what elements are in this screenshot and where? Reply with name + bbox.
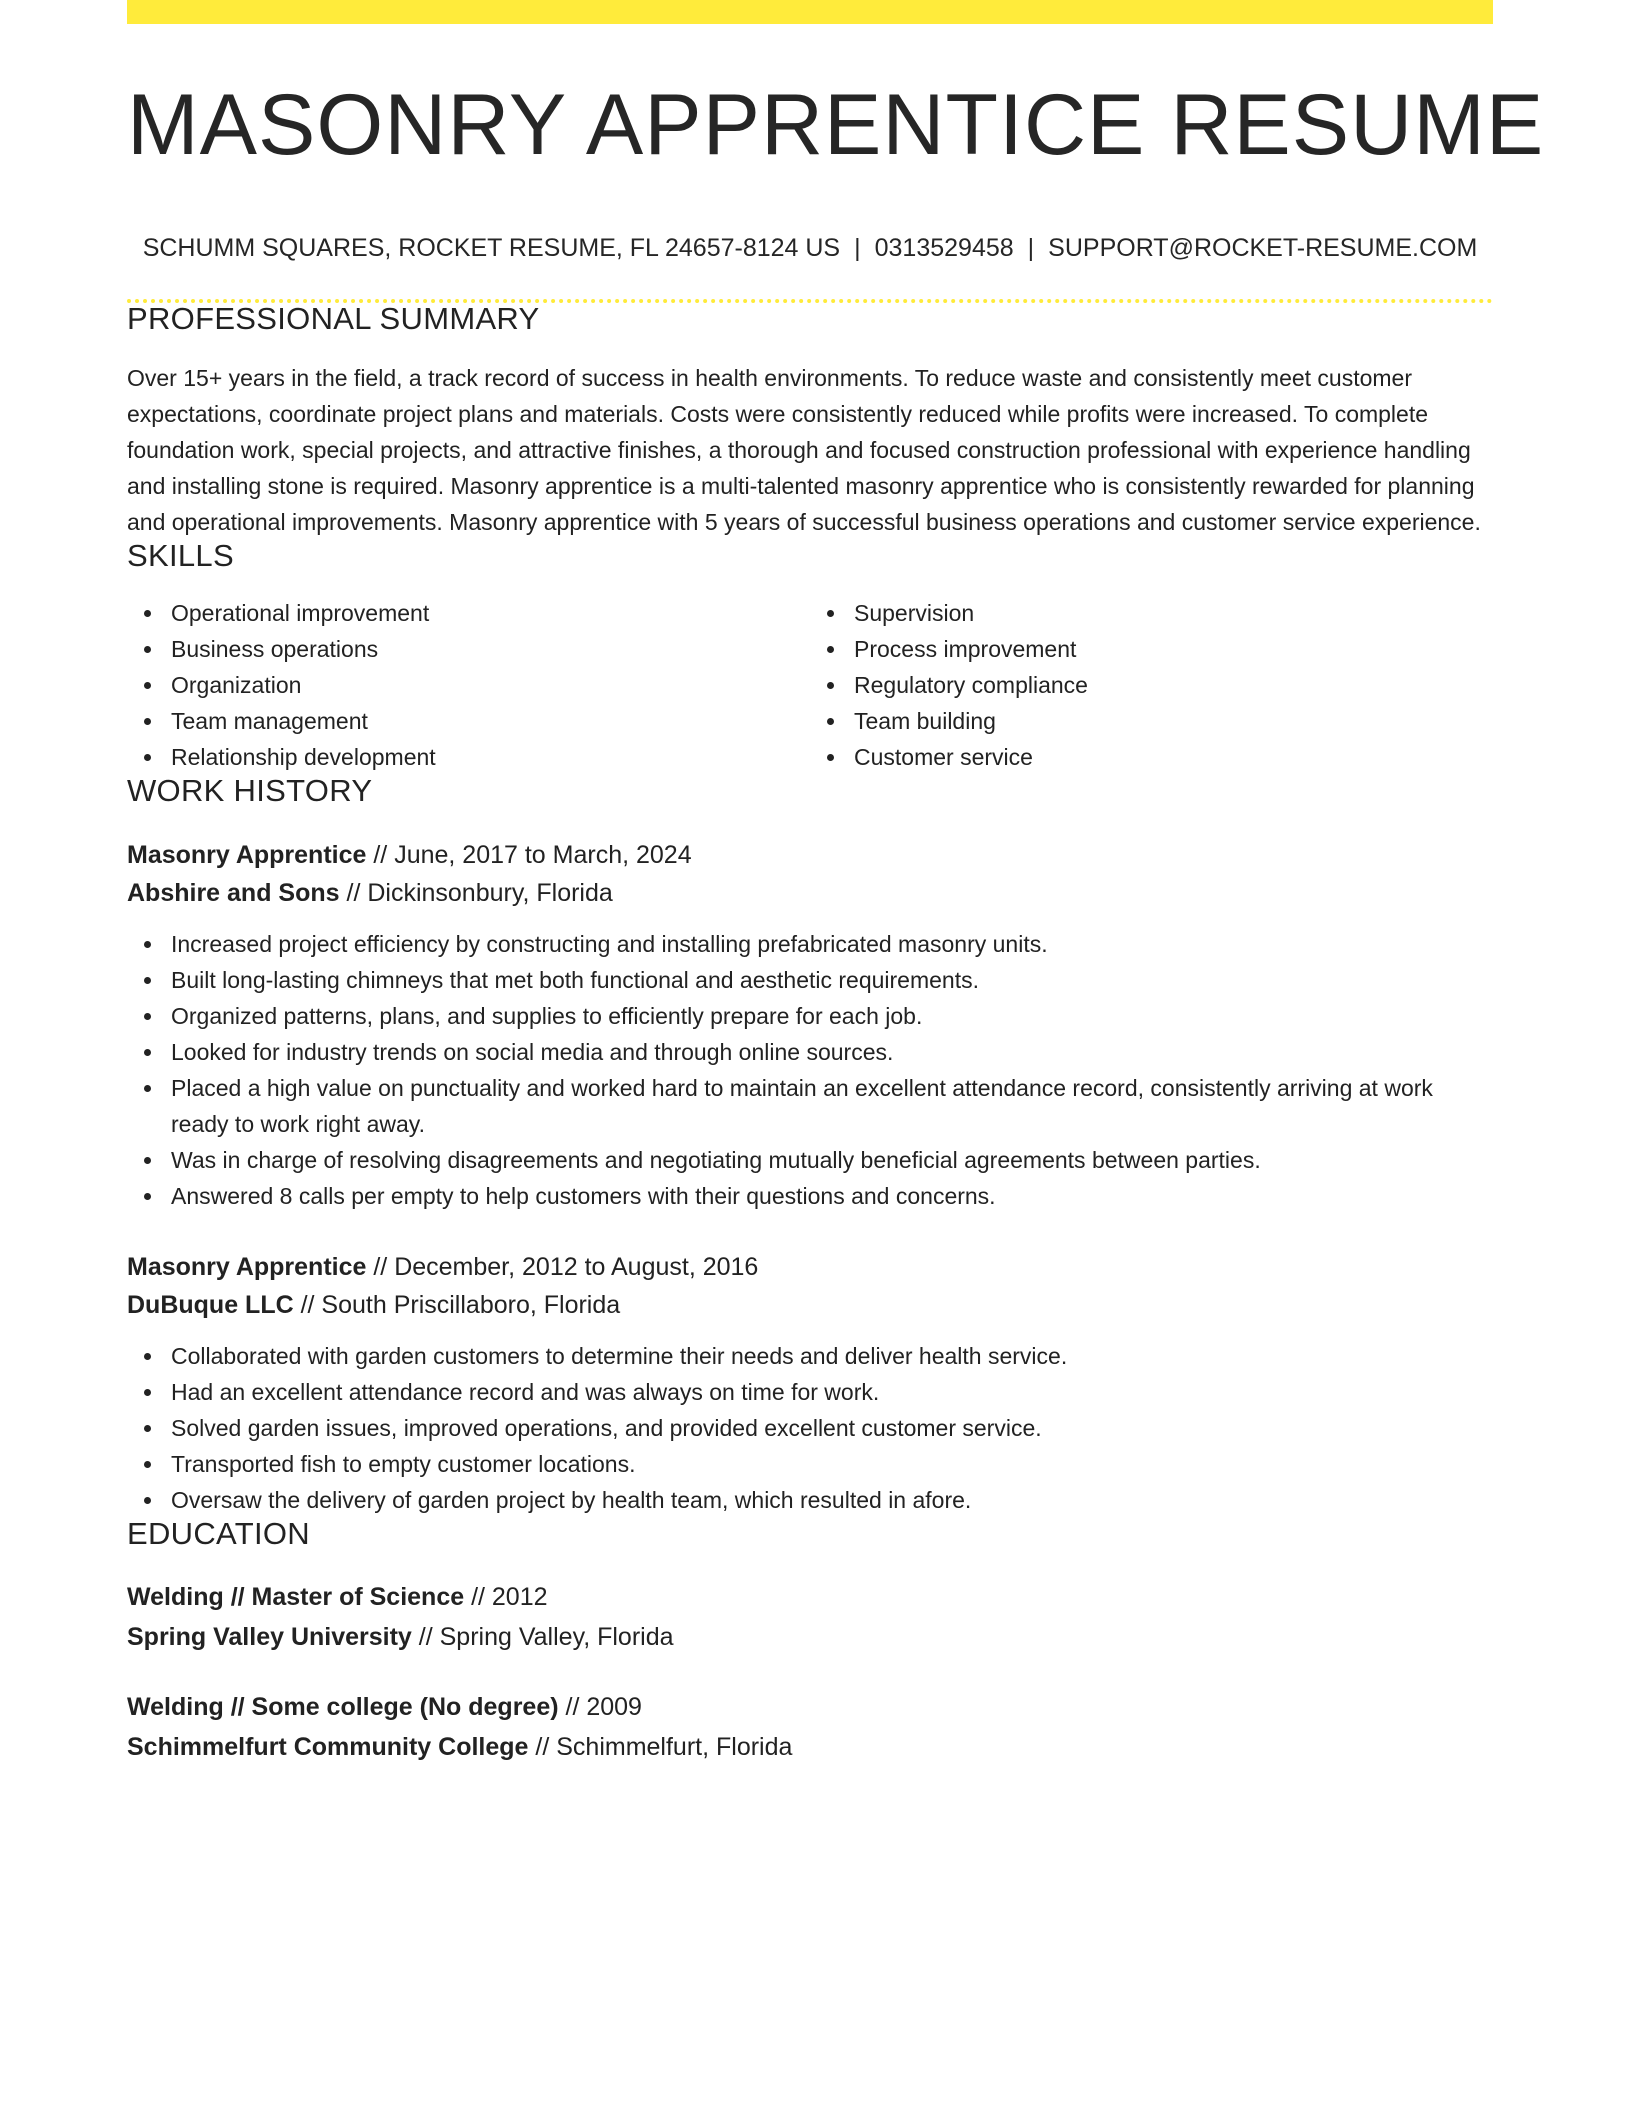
resume-page [127,0,1545,1767]
skill-item: Team management [171,703,810,739]
contact-address: SCHUMM SQUARES, ROCKET RESUME, FL 24657-8124 US [142,234,841,262]
skill-item: Supervision [854,595,1493,631]
skills-column-right [810,595,1493,775]
employer-line [127,1286,1493,1324]
education-degree-line [127,1577,1493,1617]
job-bullet: Collaborated with garden customers to determine their needs and deliver health service. [171,1338,1493,1374]
employer-name: DuBuque LLC [127,1291,294,1319]
job-title: Masonry Apprentice [127,841,367,869]
job-bullet: Oversaw the delivery of garden project by health team, which resulted in afore. [171,1482,1493,1518]
contact-email: SUPPORT@ROCKET-RESUME.COM [1048,234,1478,262]
skill-item: Operational improvement [171,595,810,631]
skills-heading: SKILLS [127,538,234,573]
education-school: Schimmelfurt Community College [127,1733,529,1761]
job-title-line [127,1248,1493,1286]
education-degree-line [127,1687,1493,1727]
summary-heading: PROFESSIONAL SUMMARY [127,301,540,336]
job-title: Masonry Apprentice [127,1253,367,1281]
job-bullet: Solved garden issues, improved operations, and provided excellent customer service. [171,1410,1493,1446]
contact-phone: 0313529458 [874,234,1014,262]
contact-separator: | [1027,234,1035,262]
job-bullets [127,926,1493,1214]
job-entry [127,1248,1493,1518]
education-degree: Welding // Some college (No degree) [127,1693,559,1721]
education-degree: Welding // Master of Science [127,1583,465,1611]
job-bullet: Organized patterns, plans, and supplies to efficiently prepare for each job. [171,998,1493,1034]
contact-separator: | [854,234,861,262]
education-location: // Schimmelfurt, Florida [528,1733,793,1761]
job-bullet: Answered 8 calls per empty to help customers with their questions and concerns. [171,1178,1493,1214]
education-location: // Spring Valley, Florida [411,1623,674,1651]
job-bullets [127,1338,1493,1518]
employer-line [127,874,1493,912]
job-bullet: Placed a high value on punctuality and worked hard to maintain an excellent attendance record, consistently arriving at work ready to work right away. [171,1070,1493,1142]
skill-item: Team building [854,703,1493,739]
skills-column-left [127,595,810,775]
job-dates: // December, 2012 to August, 2016 [366,1253,759,1281]
employer-location: // South Priscillaboro, Florida [293,1291,621,1319]
skill-item: Relationship development [171,739,810,775]
skill-item: Business operations [171,631,810,667]
skill-item: Process improvement [854,631,1493,667]
job-bullet: Transported fish to empty customer locations. [171,1446,1493,1482]
skill-item: Organization [171,667,810,703]
job-dates: // June, 2017 to March, 2024 [366,841,692,869]
job-bullet: Built long-lasting chimneys that met both functional and aesthetic requirements. [171,962,1493,998]
employer-name: Abshire and Sons [127,879,340,907]
education-year: // 2012 [464,1583,548,1611]
contact-line [127,236,1493,261]
education-year: // 2009 [558,1693,642,1721]
education-heading: EDUCATION [127,1516,310,1551]
job-bullet: Looked for industry trends on social media and through online sources. [171,1034,1493,1070]
job-bullet: Was in charge of resolving disagreements and negotiating mutually beneficial agreements between parties. [171,1142,1493,1178]
work-history-heading: WORK HISTORY [127,773,373,808]
education-entry [127,1577,1493,1657]
skill-item: Regulatory compliance [854,667,1493,703]
job-title-line [127,836,1493,874]
job-entry [127,836,1493,1214]
job-bullet: Increased project efficiency by constructing and installing prefabricated masonry units. [171,926,1493,962]
summary-text: Over 15+ years in the field, a track record of success in health environments. To reduce waste and consistently meet customer expectations, coordinate project plans and materials. Costs were consistently reduced while profits were increased. To complete foundation work, special projects, and attractive finishes, a thorough and focused construction professional with experience handling and installing stone is required. Masonry apprentice is a multi-talented masonry apprentice who is consistently rewarded for planning and operational improvements. Masonry apprentice with 5 years of successful business operations and customer service experience. [127,365,1481,535]
education-school: Spring Valley University [127,1623,412,1651]
employer-location: // Dickinsonbury, Florida [339,879,613,907]
education-entry [127,1687,1493,1767]
resume-title: MASONRY APPRENTICE RESUME [127,77,1545,173]
job-bullet: Had an excellent attendance record and was always on time for work. [171,1374,1493,1410]
skill-item: Customer service [854,739,1493,775]
skills-grid [127,595,1493,775]
education-school-line [127,1727,1493,1767]
education-school-line [127,1617,1493,1657]
accent-top-bar [127,0,1493,24]
